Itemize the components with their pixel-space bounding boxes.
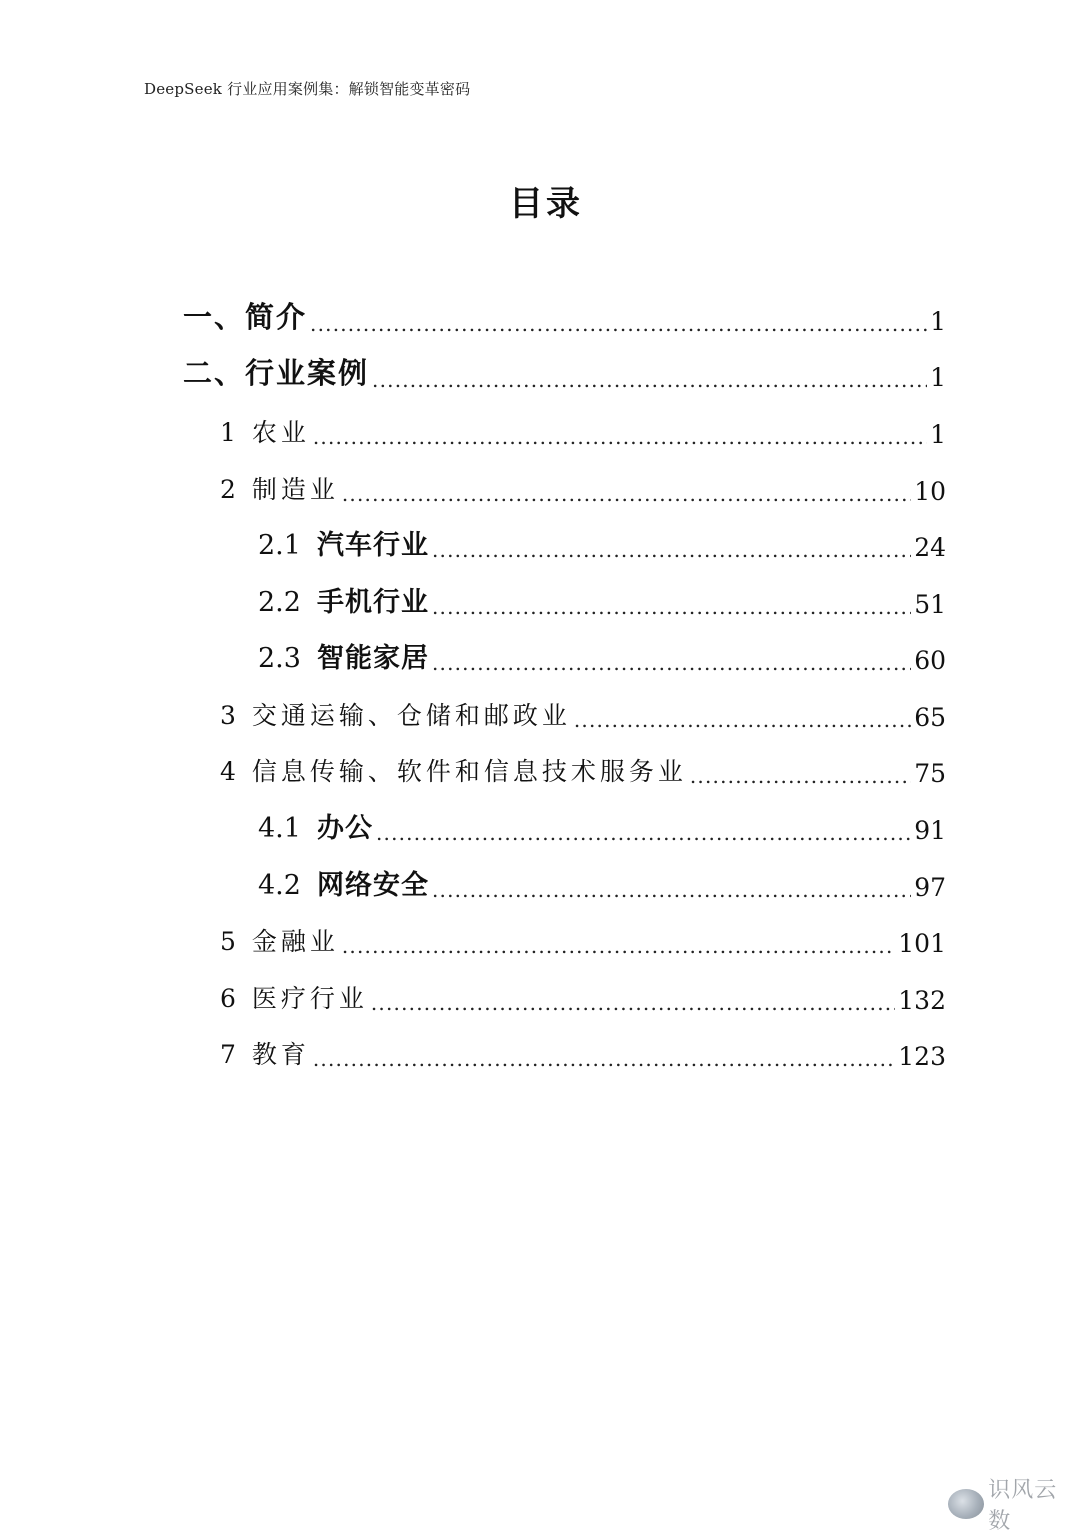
toc-entry-label <box>258 863 429 904</box>
toc-entry-text: 网络安全 <box>316 870 429 901</box>
toc-entry-industry-cases[interactable] <box>183 342 946 394</box>
toc-entry-text: 汽车行业 <box>316 530 429 561</box>
toc-entry-label <box>258 806 373 847</box>
toc-entry-page: 60 <box>914 646 946 675</box>
toc-entry-transportation[interactable] <box>220 682 946 734</box>
dot-leader <box>310 314 927 338</box>
toc-entry-page: 1 <box>930 363 946 392</box>
dot-leader <box>342 936 895 960</box>
toc-entry-label: 二、行业案例 <box>183 356 370 390</box>
toc-entry-label: 6 医疗行业 <box>220 984 368 1013</box>
toc-entry-text: 手机行业 <box>316 587 429 618</box>
running-header: DeepSeek 行业应用案例集：解锁智能变革密码 <box>144 80 471 98</box>
toc-entry-intro[interactable] <box>183 286 946 338</box>
toc-entry-automotive[interactable] <box>258 512 946 564</box>
toc-entry-page: 123 <box>898 1042 946 1071</box>
toc-entry-page: 24 <box>914 533 946 562</box>
toc-entry-it-services[interactable] <box>220 738 946 790</box>
toc-entry-number: 2.2 <box>258 587 301 618</box>
toc-entry-cyber-security[interactable] <box>258 852 946 904</box>
toc-entry-text: 办公 <box>316 813 373 844</box>
toc-entry-education[interactable] <box>220 1021 946 1073</box>
toc-entry-number: 4.1 <box>258 813 301 844</box>
toc-entry-office[interactable] <box>258 795 946 847</box>
dot-leader <box>342 484 911 508</box>
toc-entry-label <box>258 523 429 564</box>
toc-entry-finance[interactable] <box>220 908 946 960</box>
toc-entry-page: 132 <box>898 986 946 1015</box>
dot-leader <box>432 653 911 677</box>
dot-leader <box>432 880 911 904</box>
dot-leader <box>432 540 911 564</box>
toc-entry-page: 101 <box>898 929 946 958</box>
dot-leader <box>574 710 911 734</box>
dot-leader <box>690 766 911 790</box>
dot-leader <box>313 1049 895 1073</box>
toc-entry-label: 4 信息传输、软件和信息技术服务业 <box>220 757 687 786</box>
watermark-text: 识风云数 <box>988 1478 1058 1534</box>
toc-entry-label: 7 教育 <box>220 1040 310 1069</box>
toc-entry-healthcare[interactable] <box>220 965 946 1017</box>
toc-entry-label: 一、简介 <box>183 300 308 334</box>
toc-entry-smart-home[interactable] <box>258 625 946 677</box>
toc-entry-label: 1 农业 <box>220 418 310 447</box>
dot-leader <box>371 993 895 1017</box>
toc-entry-label: 5 金融业 <box>220 927 339 956</box>
toc-entry-page: 51 <box>914 590 946 619</box>
toc-entry-number: 4.2 <box>258 870 301 901</box>
toc-entry-page: 75 <box>914 759 946 788</box>
toc-entry-page: 10 <box>914 477 946 506</box>
toc-title: 目录 <box>509 184 583 224</box>
toc-entry-text: 智能家居 <box>316 643 429 674</box>
toc-entry-number: 2.1 <box>258 530 301 561</box>
watermark <box>948 1478 1076 1534</box>
dot-leader <box>313 427 927 451</box>
dot-leader <box>376 823 911 847</box>
globe-logo-icon <box>948 1489 984 1519</box>
toc-entry-label <box>258 636 429 677</box>
toc-entry-page: 65 <box>914 703 946 732</box>
toc-entry-page: 1 <box>930 307 946 336</box>
toc-entry-page: 97 <box>914 873 946 902</box>
toc-entry-page: 91 <box>914 816 946 845</box>
toc-entry-manufacturing[interactable] <box>220 456 946 508</box>
toc-entry-label: 3 交通运输、仓储和邮政业 <box>220 701 571 730</box>
toc-entry-page: 1 <box>930 420 946 449</box>
toc-entry-agriculture[interactable] <box>220 399 946 451</box>
dot-leader <box>372 370 927 394</box>
toc-entry-number: 2.3 <box>258 643 301 674</box>
toc-entry-label <box>258 580 429 621</box>
toc-entry-label: 2 制造业 <box>220 475 339 504</box>
dot-leader <box>432 597 911 621</box>
toc-entry-mobile-phones[interactable] <box>258 569 946 621</box>
